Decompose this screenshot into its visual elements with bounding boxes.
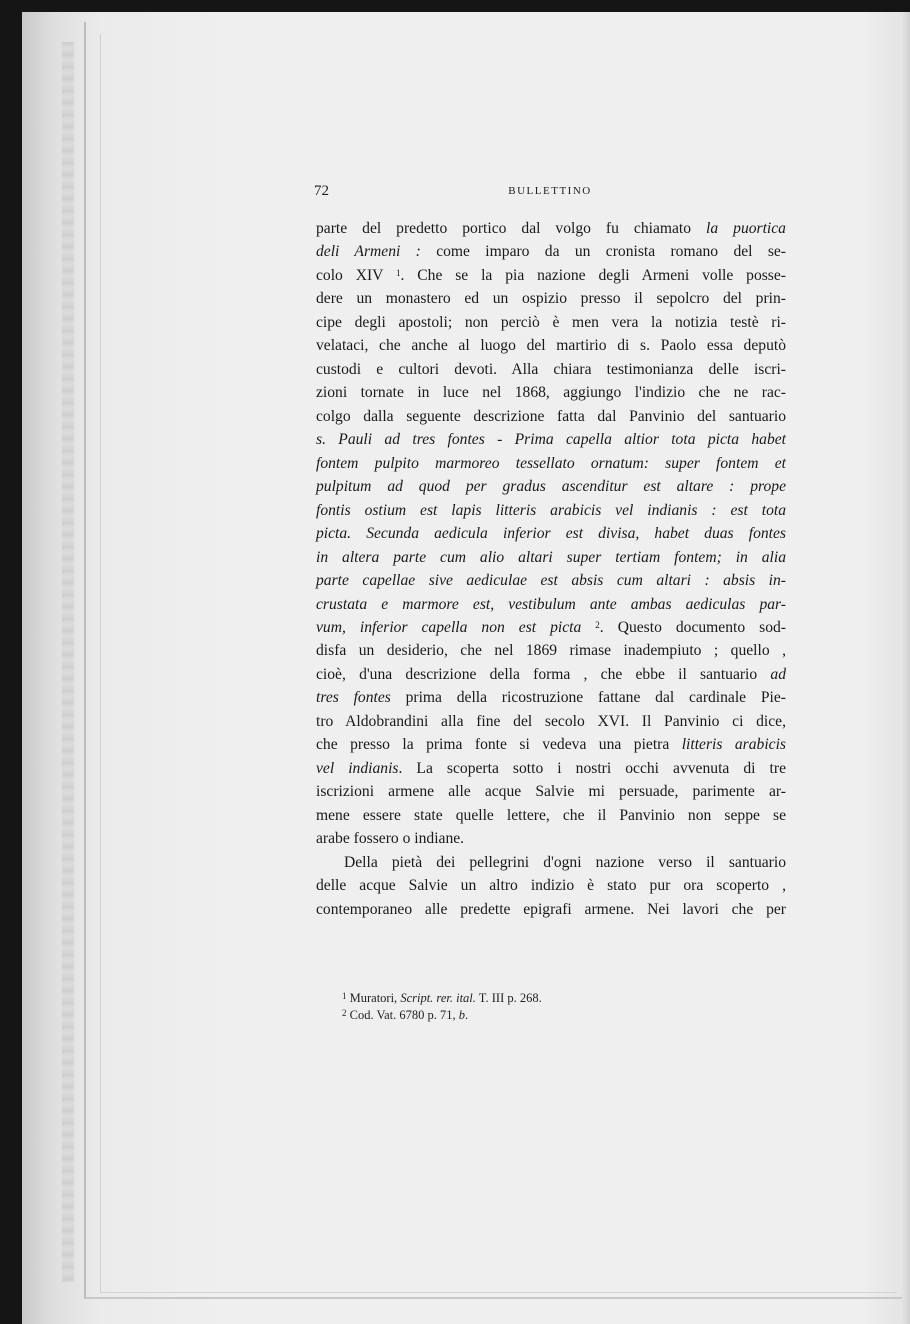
text-line <box>316 311 786 334</box>
text-run: la puortica <box>706 220 786 237</box>
text-run: . La scoperta sotto i nostri occhi avvenuta di tre <box>398 759 786 777</box>
text-run: cioè, d'una descrizione della forma , che ebbe il santuario <box>316 665 771 683</box>
text-run: parte capellae sive aediculae est absis cum altari : absis in- <box>316 572 786 590</box>
text-line <box>316 217 786 240</box>
text-run: b <box>458 1008 466 1022</box>
text-line <box>316 710 786 733</box>
text-run: arabe fossero o indiane. <box>316 830 465 848</box>
text-run: Muratori, <box>346 991 401 1005</box>
footnote <box>342 990 786 1007</box>
text-line <box>316 405 786 428</box>
text-line <box>316 593 786 616</box>
text-run: crustata e marmore est, vestibulum ante ambas aediculas par- <box>316 595 786 613</box>
text-run: velataci, che anche al luogo del martirio di s. Paolo essa deputò <box>316 337 786 355</box>
text-run: mene essere state quelle lettere, che il Panvinio non seppe se <box>316 806 786 824</box>
text-line <box>316 780 786 803</box>
text-line <box>316 827 786 850</box>
text-line <box>316 639 786 662</box>
text-line <box>316 804 786 827</box>
text-run: contemporaneo alle predette epigrafi armene. Nei lavori che per <box>316 900 786 918</box>
text-run: colgo dalla seguente descrizione fatta dal Panvinio del santuario <box>316 407 786 425</box>
text-run: in altera parte cum alio altari super tertiam fontem; in alia <box>316 548 786 566</box>
text-run: tro Aldobrandini alla fine del secolo XVI. Il Panvinio ci dice, <box>316 712 786 730</box>
footnote-marker: 1 <box>342 991 347 1001</box>
text-line <box>316 428 786 451</box>
header-title: BULLETTINO <box>508 185 592 197</box>
text-line <box>316 663 786 686</box>
text-run: tres fontes <box>316 689 391 707</box>
text-run: . <box>465 1008 469 1022</box>
text-run: fontem pulpito marmoreo tessellato ornatum: super fontem et <box>316 454 786 472</box>
text-line <box>316 733 786 756</box>
text-run: colo XIV <box>316 266 396 284</box>
text-run: parte del predetto portico dal volgo fu chiamato <box>316 220 707 237</box>
text-run: pulpitum ad quod per gradus ascenditur est altare : prope <box>316 478 786 496</box>
text-run: cipe degli apostoli; non perciò è men vera la notizia testè ri- <box>316 313 786 331</box>
page-stack-edge <box>62 42 74 1282</box>
footnote-marker: 2 <box>342 1008 347 1018</box>
text-run: ad <box>770 665 786 683</box>
text-run: . Questo documento sod- <box>599 618 786 636</box>
text-run: come imparo da un cronista romano del se- <box>420 243 787 261</box>
text-run: . Che se la pia nazione degli Armeni volle posse- <box>400 266 786 284</box>
text-line <box>316 358 786 381</box>
text-line <box>316 757 786 780</box>
text-run: T. III p. 268. <box>475 991 542 1005</box>
text-line <box>316 898 786 921</box>
text-run: fontis ostium est lapis litteris arabicis vel indianis : est tota <box>316 501 786 519</box>
text-run: picta. Secunda aedicula inferior est divisa, habet duas fontes <box>316 525 786 543</box>
text-run: vum, inferior capella non est picta <box>316 618 582 636</box>
footnote-marker: 1 <box>396 267 401 278</box>
text-line <box>316 522 786 545</box>
text-line <box>316 499 786 522</box>
text-line <box>316 874 786 897</box>
text-run: zioni tornate in luce nel 1868, aggiungo l'indizio che ne rac- <box>316 384 786 402</box>
text-run: disfa un desiderio, che nel 1869 rimase inadempiuto ; quello , <box>316 642 786 660</box>
running-head <box>314 183 786 203</box>
footnote <box>342 1007 786 1024</box>
text-run: delle acque Salvie un altro indizio è stato pur ora scoperto , <box>316 877 786 895</box>
footnote-marker: 2 <box>595 619 600 630</box>
text-run <box>581 619 595 636</box>
text-run: Cod. Vat. 6780 p. 71, <box>346 1008 459 1022</box>
text-line <box>316 264 786 287</box>
text-line <box>316 851 786 874</box>
text-run: Script. rer. ital. <box>400 991 476 1005</box>
footnotes <box>342 990 786 1024</box>
body-text <box>316 217 786 921</box>
text-line <box>316 287 786 310</box>
text-line <box>316 381 786 404</box>
text-line <box>316 334 786 357</box>
page-number: 72 <box>314 183 329 199</box>
text-run: iscrizioni armene alle acque Salvie mi persuade, parimente ar- <box>316 783 786 801</box>
text-run: dere un monastero ed un ospizio presso il sepolcro del prin- <box>316 290 786 308</box>
text-line <box>316 452 786 475</box>
text-run: vel indianis <box>316 759 399 777</box>
text-run: prima della ricostruzione fattane dal cardinale Pie- <box>390 689 786 707</box>
text-run: s. Pauli ad tres fontes - Prima capella altior tota picta habet <box>316 431 786 449</box>
text-run: custodi e cultori devoti. Alla chiara testimonianza delle iscri- <box>316 360 786 378</box>
text-run: Della pietà dei pellegrini d'ogni nazione verso il santuario <box>344 853 786 871</box>
text-line <box>316 475 786 498</box>
text-run: deli Armeni : <box>316 243 421 261</box>
text-line <box>316 240 786 263</box>
text-line <box>316 569 786 592</box>
text-line <box>316 546 786 569</box>
text-run: litteris arabicis <box>681 736 786 754</box>
text-line <box>316 616 786 639</box>
text-run: che presso la prima fonte si vedeva una pietra <box>316 736 682 754</box>
text-line <box>316 686 786 709</box>
